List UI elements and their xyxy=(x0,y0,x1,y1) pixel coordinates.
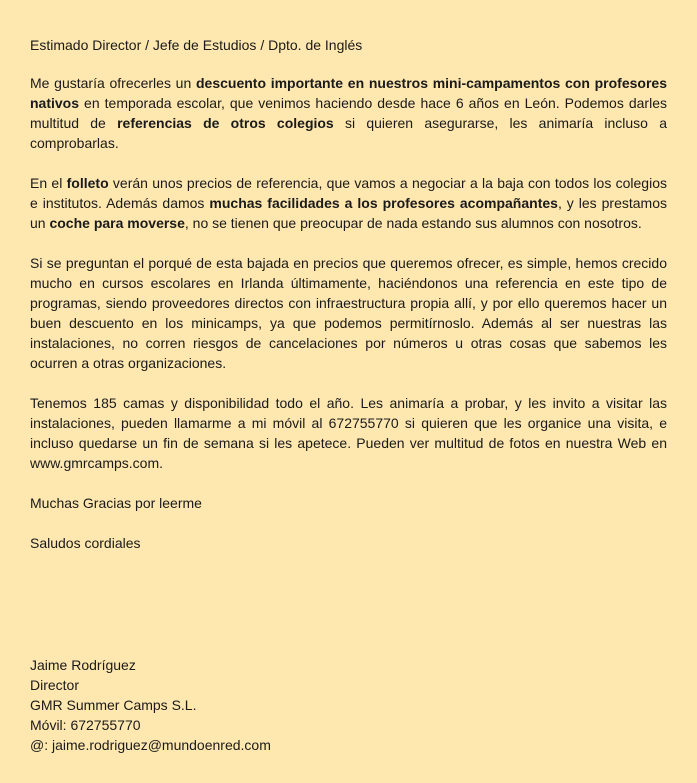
bold-run: muchas facilidades a los profesores acompañantes xyxy=(209,195,558,211)
signature-email: @: jaime.rodriguez@mundoenred.com xyxy=(30,737,271,753)
closing-line: Saludos cordiales xyxy=(30,535,141,551)
bold-run: referencias de otros colegios xyxy=(117,115,334,131)
text-run: , no se tienen que preocupar de nada estando sus alumnos con nosotros. xyxy=(184,215,642,231)
text-run: Me gustaría ofrecerles un xyxy=(30,75,196,91)
signature-title: Director xyxy=(30,677,80,693)
bold-run: folleto xyxy=(66,175,109,191)
paragraph-brochure xyxy=(30,173,667,233)
paragraph-reason xyxy=(30,253,667,373)
signature-block xyxy=(30,655,271,755)
text-run: En el xyxy=(30,175,67,191)
text-run: verán unos precios de referencia, que vamos a negociar a la baja con todos los colegios e institutos. Además damos xyxy=(30,175,667,211)
text-run: Tenemos 185 camas y disponibilidad todo el año. Les animaría a probar, y les invito a visitar las instalaciones, pueden llamarme a mi móvil al 672755770 si quieren que les organice una visita, e incluso quedarse un fin de semana si les apetece. Pueden ver multitud de fotos en nuestra Web en www.gmrcamps.com. xyxy=(30,395,667,471)
paragraph-discount xyxy=(30,73,667,153)
paragraph-capacity xyxy=(30,393,667,473)
text-run: , y les prestamos un xyxy=(30,195,667,231)
signature-phone: Móvil: 672755770 xyxy=(30,717,141,733)
bold-run: coche para moverse xyxy=(49,215,185,231)
greeting: Estimado Director / Jefe de Estudios / Dpto. de Inglés xyxy=(30,37,363,53)
bold-run: descuento importante en nuestros mini-campamentos con profesores nativos xyxy=(30,75,667,111)
signature-name: Jaime Rodríguez xyxy=(30,657,136,673)
thanks-line: Muchas Gracias por leerme xyxy=(30,495,202,511)
signature-company: GMR Summer Camps S.L. xyxy=(30,697,197,713)
text-run: Si se preguntan el porqué de esta bajada en precios que queremos ofrecer, es simple, hemos crecido mucho en cursos escolares en Irlanda últimamente, haciéndonos una referencia en este tipo de programas, siendo proveedores directos con infraestructura propia allí, y por ello queremos hacer un buen descuento en los minicamps, ya que podemos permitírnoslo. Además al ser nuestras las instalaciones, no corren riesgos de cancelaciones por números u otras cosas que sabemos les ocurren a otras organizaciones. xyxy=(30,255,667,371)
text-run: en temporada escolar, que venimos haciendo desde hace 6 años en León. Podemos darles multitud de xyxy=(30,95,667,131)
text-run: si quieren asegurarse, les animaría incluso a comprobarlas. xyxy=(30,115,667,151)
